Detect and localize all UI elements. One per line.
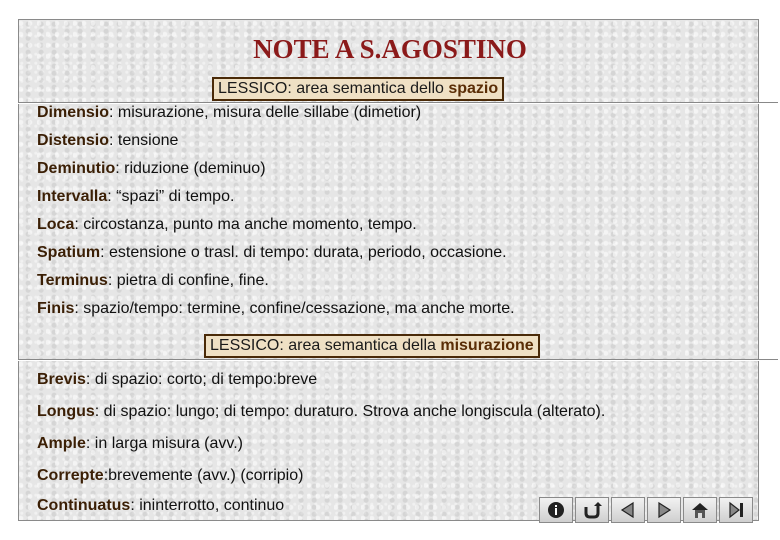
definition: : “spazi” di tempo.: [107, 188, 235, 205]
definition: : tensione: [109, 132, 179, 149]
section-label-misurazione: [204, 334, 540, 358]
navigation-bar: [539, 497, 755, 523]
term: Dimensio: [37, 104, 110, 121]
definition: : di spazio: corto; di tempo:breve: [85, 371, 318, 388]
return-icon: [582, 500, 602, 520]
definition: : in larga misura (avv.): [85, 435, 243, 452]
term: Ample: [37, 435, 86, 452]
term: Continuatus: [37, 497, 131, 514]
next-icon: [654, 500, 674, 520]
home-icon: [690, 500, 710, 520]
list-item: [37, 132, 178, 150]
list-item: [37, 371, 317, 389]
previous-button[interactable]: [611, 497, 645, 523]
section-label-prefix: LESSICO: area semantica della: [210, 337, 436, 354]
definition: : estensione o trasl. di tempo: durata, periodo, occasione.: [100, 244, 507, 261]
info-button[interactable]: [539, 497, 573, 523]
definition: : misurazione, misura delle sillabe (dimetior): [109, 104, 422, 121]
term: Spatium: [37, 244, 101, 261]
definition: : riduzione (deminuo): [115, 160, 266, 177]
term: Terminus: [37, 272, 108, 289]
list-item: [37, 467, 303, 485]
term: Distensio: [37, 132, 110, 149]
previous-icon: [618, 500, 638, 520]
return-button[interactable]: [575, 497, 609, 523]
term: Deminutio: [37, 160, 116, 177]
section-label-keyword: spazio: [448, 80, 499, 97]
section-label-keyword: misurazione: [440, 337, 534, 354]
definition: : di spazio: lungo; di tempo: duraturo. Strova anche longiscula (alterato).: [94, 403, 606, 420]
term: Correpte: [37, 467, 104, 484]
page-title: NOTE A S.AGOSTINO: [253, 34, 527, 64]
next-button[interactable]: [647, 497, 681, 523]
info-icon: [546, 500, 566, 520]
home-button[interactable]: [683, 497, 717, 523]
list-item: [37, 435, 243, 453]
list-item: [37, 216, 417, 234]
section-label-spazio: [212, 77, 504, 101]
list-item: [37, 403, 605, 421]
list-item: [37, 160, 266, 178]
definition: : circostanza, punto ma anche momento, tempo.: [74, 216, 417, 233]
term: Finis: [37, 300, 75, 317]
definition: :brevemente (avv.) (corripio): [103, 467, 304, 484]
divider: [18, 359, 778, 361]
term: Brevis: [37, 371, 86, 388]
definition: : pietra di confine, fine.: [107, 272, 269, 289]
list-item: [37, 244, 507, 262]
term: Loca: [37, 216, 75, 233]
term: Intervalla: [37, 188, 108, 205]
term: Longus: [37, 403, 95, 420]
list-item: [37, 497, 284, 515]
definition: : spazio/tempo: termine, confine/cessazione, ma anche morte.: [74, 300, 515, 317]
end-icon: [726, 500, 746, 520]
end-button[interactable]: [719, 497, 753, 523]
list-item: [37, 104, 421, 122]
list-item: [37, 272, 269, 290]
section-label-prefix: LESSICO: area semantica dello: [218, 80, 444, 97]
definition: : ininterrotto, continuo: [130, 497, 285, 514]
list-item: [37, 188, 234, 206]
list-item: [37, 300, 515, 318]
